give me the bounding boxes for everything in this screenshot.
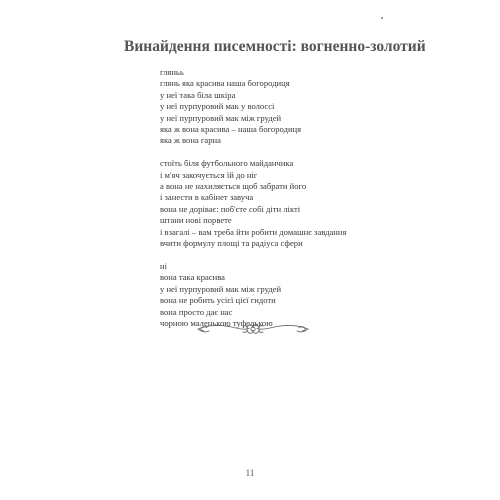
poem-line: у неї пурпуровий мак між грудей [160,112,282,123]
corner-mark [381,17,383,19]
poem-body [160,67,400,329]
poem-line: яка ж вона гарна [160,135,221,146]
poem-line: у неї така біла шкіра [160,89,236,100]
poem-line: і взагалі – вам треба йти робити домашнє завдання [160,226,347,237]
flourish-divider-icon [196,320,310,338]
poem-line: а вона не нахиляється щоб забрати його [160,181,307,192]
poem-line: вона не доріває: поб'єте собі дітн лікті [160,203,301,214]
poem-line: у неї пурпуровий мак у волоссі [160,101,275,112]
stanza [160,158,400,249]
poem-line: гляньь [160,67,184,77]
poem-line: стоїть біля футбольного майданчика [160,158,294,169]
poem-line: вона така красива [160,272,225,283]
poem-line: яка ж вона красива – наша богородиця [160,124,302,135]
poem-line: штани нові порвете [160,215,232,226]
poem-line: вона не робить усієї цієї гидоти [160,295,276,306]
poem-line: вчити формулу площі та радіуса сфери [160,238,303,249]
poem-line: у неї пурпуровий мак між грудей [160,283,282,294]
stanza [160,67,400,147]
poem-line: вона просто дає нас [160,306,233,317]
poem-line: ні [160,260,167,271]
poem-line: глянь яка красива наша богородиця [160,78,290,89]
page-number: 11 [245,468,255,478]
poem-line: і м'яч закочується їй до ніг [160,169,258,180]
page-title: Винайдення писемності: вогненно-золотий [124,38,426,55]
poem-line: і занести в кабінет завуча [160,192,254,203]
poem-line: чорною маленькою туфелькою [160,317,273,328]
